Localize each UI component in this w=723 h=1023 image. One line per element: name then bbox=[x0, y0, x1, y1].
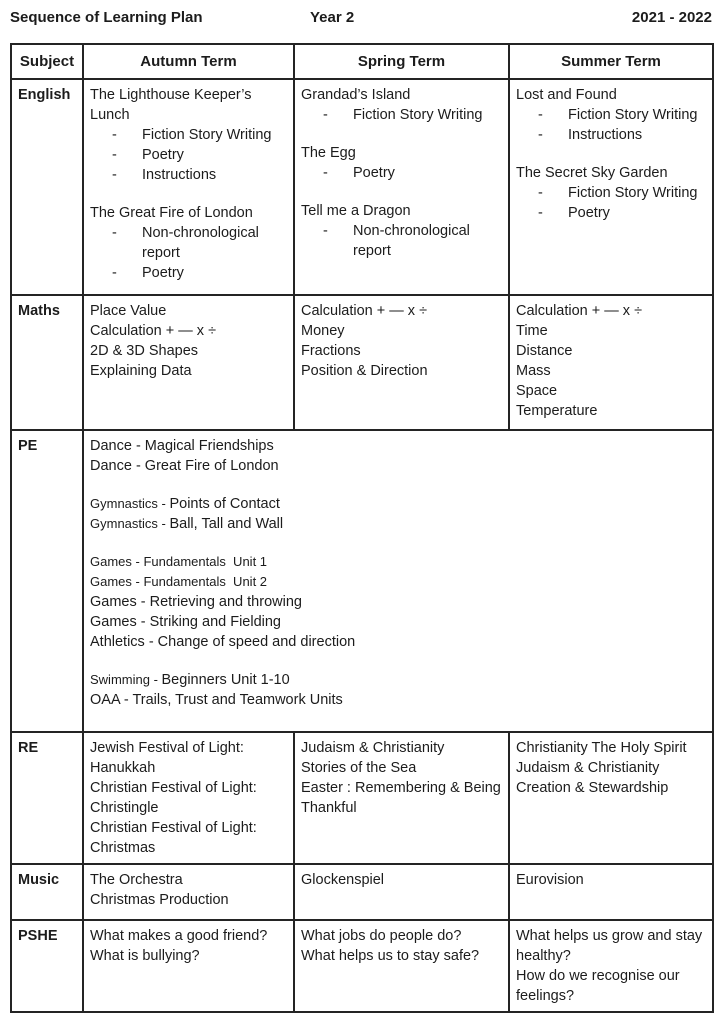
cell-line: Jewish Festival of Light: Hanukkah bbox=[90, 740, 248, 776]
subject-label-english: English bbox=[11, 79, 83, 295]
plan-cell bbox=[509, 920, 713, 1012]
column-header-spring-term: Spring Term bbox=[294, 44, 509, 79]
bullet-dash: - bbox=[538, 127, 543, 143]
bullet-dash: - bbox=[112, 127, 117, 143]
table-body bbox=[11, 79, 713, 1012]
blank-line bbox=[90, 185, 287, 203]
cell-line: The Egg bbox=[301, 145, 356, 161]
bullet-text: Fiction Story Writing bbox=[568, 185, 698, 201]
plan-cell bbox=[509, 79, 713, 295]
plan-cell bbox=[509, 732, 713, 864]
bullet-line bbox=[90, 145, 287, 165]
bullet-text: Fiction Story Writing bbox=[142, 127, 272, 143]
table-row-music bbox=[11, 864, 713, 920]
subject-label-music: Music bbox=[11, 864, 83, 920]
blank-line bbox=[516, 145, 706, 163]
cell-line: Judaism & Christianity bbox=[516, 760, 660, 776]
cell-line: What is bullying? bbox=[90, 948, 200, 964]
cell-line: 2D & 3D Shapes bbox=[90, 343, 199, 359]
bullet-text: Instructions bbox=[142, 167, 217, 183]
cell-line: Games - Fundamentals Unit 1 bbox=[90, 554, 268, 569]
table-header bbox=[11, 44, 713, 79]
cell-line: Explaining Data bbox=[90, 363, 192, 379]
cell-line: How do we recognise our feelings? bbox=[516, 968, 684, 1004]
subject-label-maths: Maths bbox=[11, 295, 83, 430]
bullet-dash: - bbox=[538, 185, 543, 201]
plan-cell bbox=[83, 732, 294, 864]
bullet-line bbox=[516, 203, 706, 223]
bullet-text: Fiction Story Writing bbox=[353, 107, 483, 123]
plan-cell bbox=[83, 920, 294, 1012]
doc-year-group: Year 2 bbox=[310, 9, 355, 26]
table-row-pe bbox=[11, 430, 713, 732]
cell-line: Christian Festival of Light: Christmas bbox=[90, 820, 261, 856]
cell-line: The Lighthouse Keeper’s Lunch bbox=[90, 87, 256, 123]
cell-line: What helps us grow and stay healthy? bbox=[516, 928, 707, 964]
bullet-dash: - bbox=[323, 223, 328, 239]
bullet-dash: - bbox=[112, 265, 117, 281]
cell-line: OAA - Trails, Trust and Teamwork Units bbox=[90, 692, 343, 708]
cell-line: Judaism & Christianity bbox=[301, 740, 445, 756]
plan-cell bbox=[509, 864, 713, 920]
cell-line: Time bbox=[516, 323, 548, 339]
plan-cell bbox=[83, 79, 294, 295]
cell-line: The Great Fire of London bbox=[90, 205, 253, 221]
bullet-text: Non-chronological report bbox=[353, 223, 474, 259]
header-row bbox=[11, 44, 713, 79]
cell-line: The Orchestra bbox=[90, 872, 183, 888]
table-row-maths bbox=[11, 295, 713, 430]
bullet-line bbox=[516, 105, 706, 125]
bullet-text: Poetry bbox=[353, 165, 395, 181]
cell-line: The Secret Sky Garden bbox=[516, 165, 668, 181]
doc-academic-year: 2021 - 2022 bbox=[631, 9, 712, 26]
cell-line: Christian Festival of Light: Christingle bbox=[90, 780, 261, 816]
document-header bbox=[10, 9, 712, 27]
table-row-re bbox=[11, 732, 713, 864]
bullet-dash: - bbox=[538, 205, 543, 221]
blank-line bbox=[301, 125, 502, 143]
bullet-dash: - bbox=[323, 107, 328, 123]
plan-cell bbox=[294, 79, 509, 295]
subject-label-pshe: PSHE bbox=[11, 920, 83, 1012]
line-prefix: Gymnastics - bbox=[90, 516, 170, 531]
blank-line bbox=[301, 183, 502, 201]
cell-line: Position & Direction bbox=[301, 363, 428, 379]
subject-label-re: RE bbox=[11, 732, 83, 864]
table-row-pshe bbox=[11, 920, 713, 1012]
cell-line: Space bbox=[516, 383, 558, 399]
cell-line: Lost and Found bbox=[516, 87, 617, 103]
cell-line bbox=[90, 494, 706, 514]
bullet-line bbox=[90, 223, 287, 263]
bullet-text: Poetry bbox=[568, 205, 610, 221]
cell-line: Dance - Magical Friendships bbox=[90, 438, 274, 454]
bullet-dash: - bbox=[112, 225, 117, 241]
bullet-text: Fiction Story Writing bbox=[568, 107, 698, 123]
cell-line: What makes a good friend? bbox=[90, 928, 268, 944]
bullet-line bbox=[516, 125, 706, 145]
cell-line: Games - Retrieving and throwing bbox=[90, 594, 302, 610]
column-header-summer-term: Summer Term bbox=[509, 44, 713, 79]
cell-line: Grandad’s Island bbox=[301, 87, 411, 103]
cell-line: Christmas Production bbox=[90, 892, 229, 908]
line-text: Beginners Unit 1-10 bbox=[161, 672, 290, 688]
line-prefix: Swimming - bbox=[90, 672, 162, 687]
cell-line: Eurovision bbox=[516, 872, 584, 888]
bullet-line bbox=[516, 183, 706, 203]
cell-line: Place Value bbox=[90, 303, 167, 319]
bullet-dash: - bbox=[323, 165, 328, 181]
bullet-line bbox=[90, 165, 287, 185]
cell-line: Calculation + — x ÷ bbox=[516, 303, 643, 319]
cell-line bbox=[90, 514, 706, 534]
bullet-text: Instructions bbox=[568, 127, 643, 143]
blank-line bbox=[90, 652, 706, 670]
cell-line: Dance - Great Fire of London bbox=[90, 458, 279, 474]
cell-line: Creation & Stewardship bbox=[516, 780, 669, 796]
plan-cell bbox=[509, 295, 713, 430]
table-row-english bbox=[11, 79, 713, 295]
subject-label-pe: PE bbox=[11, 430, 83, 732]
line-text: Points of Contact bbox=[169, 496, 280, 512]
cell-line: Christianity The Holy Spirit bbox=[516, 740, 687, 756]
plan-cell bbox=[294, 864, 509, 920]
plan-cell bbox=[83, 430, 713, 732]
plan-cell bbox=[294, 295, 509, 430]
column-header-autumn-term: Autumn Term bbox=[83, 44, 294, 79]
bullet-dash: - bbox=[112, 147, 117, 163]
cell-line: What helps us to stay safe? bbox=[301, 948, 480, 964]
cell-line: Temperature bbox=[516, 403, 598, 419]
cell-line: Money bbox=[301, 323, 345, 339]
cell-line: Athletics - Change of speed and direction bbox=[90, 634, 356, 650]
cell-line: Tell me a Dragon bbox=[301, 203, 411, 219]
cell-line: Fractions bbox=[301, 343, 361, 359]
blank-line bbox=[90, 476, 706, 494]
cell-line: Mass bbox=[516, 363, 551, 379]
plan-cell bbox=[294, 732, 509, 864]
plan-cell bbox=[83, 295, 294, 430]
plan-cell bbox=[83, 864, 294, 920]
line-prefix: Gymnastics - bbox=[90, 496, 170, 511]
cell-line: Games - Striking and Fielding bbox=[90, 614, 281, 630]
cell-line: Stories of the Sea bbox=[301, 760, 417, 776]
bullet-text: Poetry bbox=[142, 265, 184, 281]
plan-cell bbox=[294, 920, 509, 1012]
bullet-line bbox=[90, 263, 287, 283]
bullet-text: Non-chronological report bbox=[142, 225, 263, 261]
cell-line bbox=[90, 670, 706, 690]
cell-line: What jobs do people do? bbox=[301, 928, 462, 944]
cell-line: Calculation + — x ÷ bbox=[301, 303, 428, 319]
cell-line: Games - Fundamentals Unit 2 bbox=[90, 574, 268, 589]
line-text: Ball, Tall and Wall bbox=[169, 516, 284, 532]
learning-plan-table bbox=[10, 43, 714, 1013]
blank-line bbox=[90, 534, 706, 552]
bullet-text: Poetry bbox=[142, 147, 184, 163]
cell-line: Calculation + — x ÷ bbox=[90, 323, 217, 339]
bullet-line bbox=[301, 221, 502, 261]
doc-title: Sequence of Learning Plan bbox=[10, 9, 203, 26]
bullet-line bbox=[301, 105, 502, 125]
column-header-subject: Subject bbox=[11, 44, 83, 79]
bullet-line bbox=[90, 125, 287, 145]
bullet-dash: - bbox=[538, 107, 543, 123]
cell-line: Distance bbox=[516, 343, 573, 359]
cell-line: Easter : Remembering & Being Thankful bbox=[301, 780, 505, 816]
bullet-line bbox=[301, 163, 502, 183]
bullet-dash: - bbox=[112, 167, 117, 183]
cell-line: Glockenspiel bbox=[301, 872, 385, 888]
